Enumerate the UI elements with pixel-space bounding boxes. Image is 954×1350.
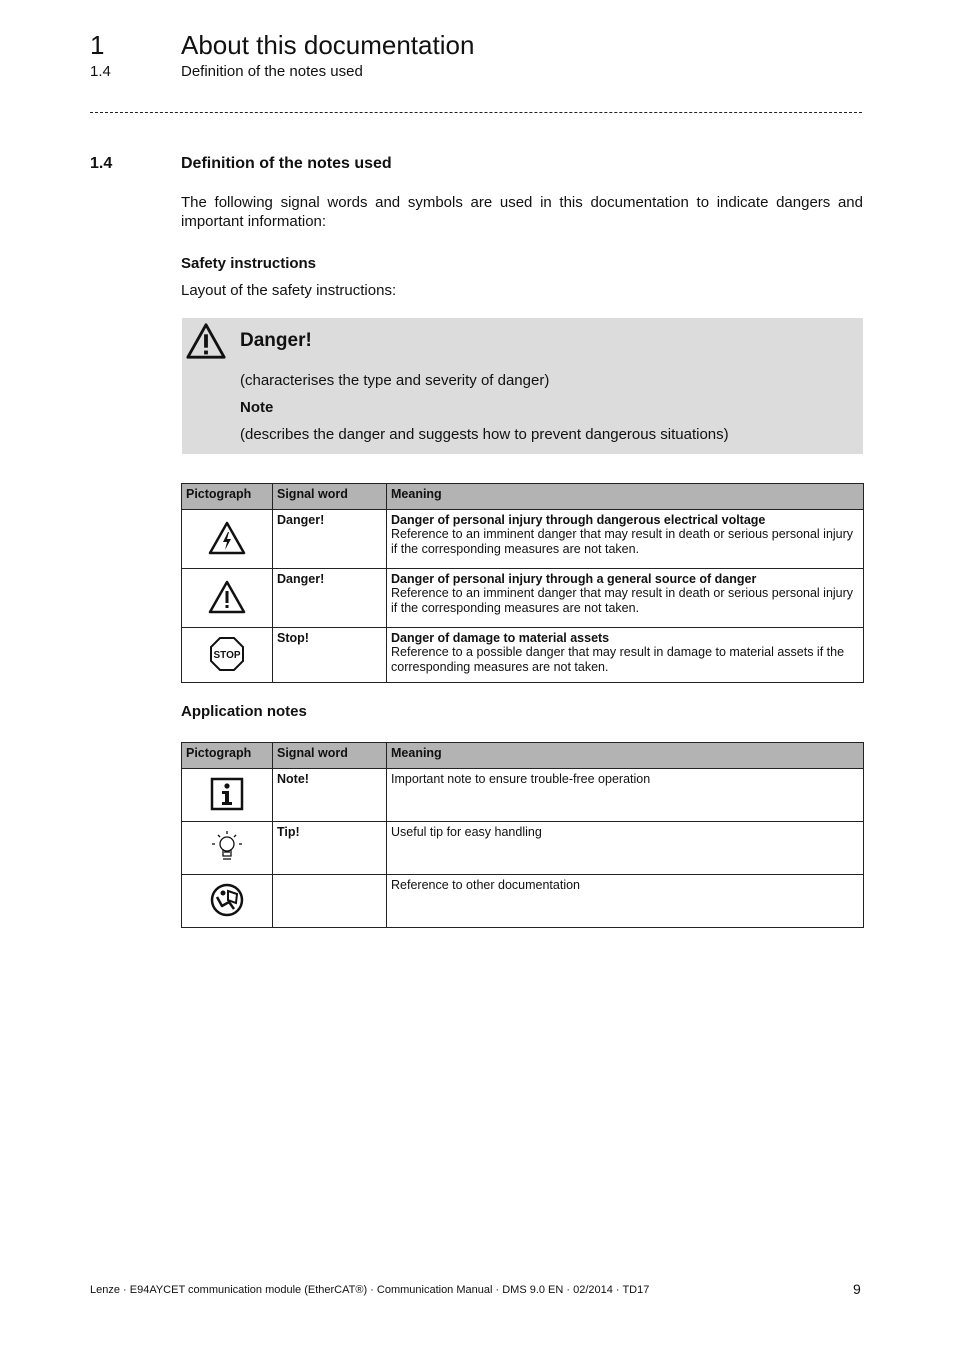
signal-word-cell: Note! — [273, 769, 387, 822]
meaning-cell: Useful tip for easy handling — [387, 822, 864, 875]
lightbulb-icon — [209, 829, 245, 865]
page-number: 9 — [853, 1281, 861, 1297]
danger-note-label: Note — [240, 399, 274, 416]
electrical-danger-icon — [208, 521, 246, 555]
stop-icon — [209, 636, 245, 672]
column-header-pictograph: Pictograph — [182, 484, 273, 510]
column-header-meaning: Meaning — [387, 743, 864, 769]
section-number: 1.4 — [90, 155, 113, 172]
section-title: Definition of the notes used — [181, 155, 392, 172]
table-row — [182, 569, 864, 628]
table-row — [182, 769, 864, 822]
danger-title: Danger! — [240, 330, 312, 351]
pictograph-cell — [182, 875, 273, 928]
meaning-cell: Danger of personal injury through a general source of danger Reference to an imminent danger that may result in death or serious personal injury if the corresponding measures are not taken. — [387, 569, 864, 628]
pictograph-cell — [182, 569, 273, 628]
meaning-cell: Important note to ensure trouble-free operation — [387, 769, 864, 822]
signal-word-cell: Tip! — [273, 822, 387, 875]
safety-instructions-table — [181, 483, 864, 683]
signal-word-cell: Danger! — [273, 510, 387, 569]
meaning-cell: Reference to other documentation — [387, 875, 864, 928]
safety-instructions-heading: Safety instructions — [181, 255, 317, 272]
danger-description-text: (describes the danger and suggests how to prevent dangerous situations) — [240, 426, 729, 443]
danger-type-text: (characterises the type and severity of danger) — [240, 372, 550, 389]
signal-word-cell: Stop! — [273, 628, 387, 683]
pictograph-cell — [182, 822, 273, 875]
pictograph-cell — [182, 628, 273, 683]
header-section-title: Definition of the notes used — [181, 63, 363, 80]
safety-layout-text: Layout of the safety instructions: — [181, 282, 397, 299]
table-row — [182, 628, 864, 683]
info-icon — [210, 777, 244, 811]
general-danger-icon — [208, 580, 246, 614]
column-header-signal-word: Signal word — [273, 743, 387, 769]
application-notes-table — [181, 742, 864, 928]
table-row — [182, 822, 864, 875]
column-header-signal-word: Signal word — [273, 484, 387, 510]
danger-example-box — [182, 318, 863, 454]
pictograph-cell — [182, 769, 273, 822]
chapter-number: 1 — [90, 30, 105, 60]
footer-text: Lenze · E94AYCET communication module (EtherCAT®) · Communication Manual · DMS 9.0 EN · 02/2014 · TD17 — [90, 1284, 650, 1296]
meaning-cell: Danger of damage to material assets Reference to a possible danger that may result in damage to material assets if the corresponding measures are not taken. — [387, 628, 864, 683]
reference-book-icon — [209, 882, 245, 918]
table-header-row — [182, 743, 864, 769]
header-section-number: 1.4 — [90, 63, 111, 80]
svg-text:STOP: STOP — [213, 649, 241, 661]
column-header-meaning: Meaning — [387, 484, 864, 510]
intro-paragraph: The following signal words and symbols are used in this documentation to indicate dangers and important information: — [181, 194, 863, 230]
application-notes-heading: Application notes — [181, 703, 307, 720]
signal-word-cell — [273, 875, 387, 928]
pictograph-cell — [182, 510, 273, 569]
signal-word-cell: Danger! — [273, 569, 387, 628]
table-row — [182, 510, 864, 569]
table-row — [182, 875, 864, 928]
header-divider — [90, 112, 862, 113]
column-header-pictograph: Pictograph — [182, 743, 273, 769]
chapter-title: About this documentation — [181, 30, 475, 60]
warning-triangle-icon — [185, 321, 227, 361]
table-header-row — [182, 484, 864, 510]
meaning-cell: Danger of personal injury through dangerous electrical voltage Reference to an imminent danger that may result in death or serious personal injury if the corresponding measures are not taken. — [387, 510, 864, 569]
